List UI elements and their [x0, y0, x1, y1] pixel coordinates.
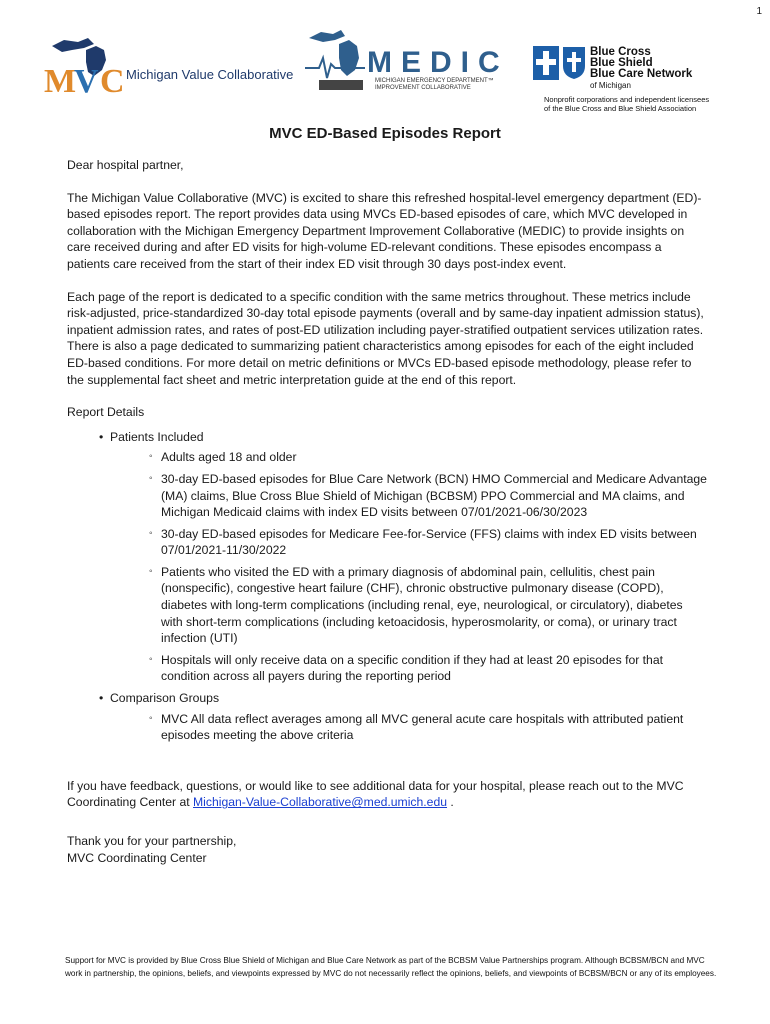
bcbs-name-line-1: Blue Cross	[590, 46, 651, 58]
sub-list-item	[149, 471, 707, 521]
medic-subtitle-line-2: IMPROVEMENT COLLABORATIVE	[375, 85, 471, 91]
circle-bullet-icon: ◦	[149, 712, 153, 724]
bcbs-name	[590, 47, 692, 80]
bcbs-subtitle: of Michigan	[590, 81, 631, 90]
feedback-paragraph	[67, 778, 707, 811]
email-link[interactable]: Michigan-Value-Collaborative@med.umich.edu	[193, 795, 448, 810]
medic-michigan-icon	[305, 28, 375, 96]
bcbs-logo	[533, 44, 743, 120]
sub-list-item-text: 30-day ED-based episodes for Blue Care Network (BCN) HMO Commercial and Medicare Advantage (MA) claims, Blue Cross Blue Shield of Michigan (BCBSM) PPO Commercial and MA claims, and Michigan Medicaid claims with index ED visits between 07/01/2021-06/30/2023	[161, 471, 707, 520]
list-item	[99, 429, 707, 685]
bullet-icon: •	[99, 691, 104, 706]
sub-list-item	[149, 652, 707, 685]
bcbs-note-line-2: of the Blue Cross and Blue Shield Association	[544, 103, 697, 113]
logo-header	[0, 28, 770, 120]
blue-cross-icon	[533, 46, 559, 80]
sub-list-item-text: MVC All data reflect averages among all MVC general acute care hospitals with attributed patient episodes meeting the above criteria	[161, 711, 684, 743]
medic-subtitle-line-1: MICHIGAN EMERGENCY DEPARTMENT™	[375, 78, 494, 84]
circle-bullet-icon: ◦	[149, 451, 153, 463]
closing-signature: MVC Coordinating Center	[67, 850, 207, 865]
michigan-map-icon	[44, 32, 134, 96]
circle-bullet-icon: ◦	[149, 472, 153, 484]
sub-list-item-text: Patients who visited the ED with a primary diagnosis of abdominal pain, cellulitis, chest pain (nonspecific), congestive heart failure (CHF), chronic obstructive pulmonary disease (COPD), diabetes with long-term complications (including renal, eye, neurological, or circulatory), diabetes with short-term complications (including ketoacidosis, hyperosmolarity, or coma), or urinary tract infection (UTI)	[161, 564, 683, 646]
medic-wordmark: MEDIC	[367, 46, 509, 79]
greeting: Dear hospital partner,	[67, 158, 184, 172]
sub-list-item-text: Hospitals will only receive data on a specific condition if they had at least 20 episodes for that condition across all payers during the reporting period	[161, 652, 664, 684]
list-item-label: Patients Included	[110, 429, 204, 444]
bcbs-note	[544, 96, 709, 113]
sub-list-item	[149, 564, 707, 647]
medic-subtitle	[375, 78, 494, 92]
mvc-letters: M	[44, 63, 77, 96]
blue-shield-icon	[562, 46, 586, 80]
sub-list-item	[149, 526, 707, 559]
circle-bullet-icon: ◦	[149, 565, 153, 577]
sub-list	[110, 449, 707, 685]
bcbs-note-line-1: Nonprofit corporations and independent licensees	[544, 95, 710, 104]
sub-list-item	[149, 449, 707, 466]
footer-disclaimer: Support for MVC is provided by Blue Cross Blue Shield of Michigan and Blue Care Network as part of the BCBSM Value Partnerships program. Although BCBSM/BCN and MVC work in partnership, the opinions, beliefs, and viewpoints expressed by MVC do not necessarily reflect the opinions, beliefs, and viewpoints of BCBSM/BCN or any of its employees.	[65, 956, 717, 978]
mvc-name: Michigan Value Collaborative	[126, 67, 294, 82]
sub-list-item-text: Adults aged 18 and older	[161, 450, 297, 465]
sub-list	[110, 711, 707, 744]
bcbs-name-line-3: Blue Care Network	[590, 68, 693, 80]
list-item-label: Comparison Groups	[110, 691, 220, 706]
circle-bullet-icon: ◦	[149, 653, 153, 665]
svg-text:V: V	[74, 63, 99, 96]
list-item	[99, 690, 707, 744]
bullet-icon: •	[99, 429, 104, 444]
sub-list-item-text: 30-day ED-based episodes for Medicare Fee-for-Service (FFS) claims with index ED visits between 07/01/2021-11/30/2022	[161, 526, 697, 558]
page-number: 1	[756, 6, 762, 17]
closing	[67, 833, 707, 866]
medic-logo	[305, 28, 509, 96]
intro-paragraph: The Michigan Value Collaborative (MVC) is excited to share this refreshed hospital-level emergency department (ED)-based episodes report. The report provides data using MVCs ED-based episodes of care, which MVC developed in collaboration with the Michigan Emergency Department Improvement Collaborative (MEDIC) to provide insights on care received during and after ED visits for high-volume ED-relevant conditions. These episodes encompass a patients care received from the start of their index ED visit through 30 days post-index event.	[67, 190, 702, 271]
circle-bullet-icon: ◦	[149, 527, 153, 539]
report-body	[67, 157, 707, 882]
feedback-text: If you have feedback, questions, or would like to see additional data for your hospital, please reach out to the MVC Coordinating Center at	[67, 778, 684, 810]
bcbs-name-line-2: Blue Shield	[590, 57, 653, 69]
mvc-logo	[44, 32, 304, 96]
feedback-end: .	[447, 795, 454, 810]
metrics-paragraph: Each page of the report is dedicated to a specific condition with the same metrics throughout. These metrics include risk-adjusted, price-standardized 30-day total episode payments (overall and by same-day inpatient admission status), inpatient admission rates, and rates of post-ED utilization including payer-stratified outpatient services utilization rates. There is also a page dedicated to summarizing patient characteristics among episodes for each of the eight included ED-based conditions. For more detail on metric definitions or MVCs ED-based episode methodology, please refer to the supplemental fact sheet and metric interpretation guide at the end of this report.	[67, 289, 704, 387]
sub-list-item	[149, 711, 707, 744]
report-details-list	[67, 429, 707, 744]
report-title: MVC ED-Based Episodes Report	[269, 125, 501, 142]
closing-line-1: Thank you for your partnership,	[67, 834, 237, 848]
report-details-heading: Report Details	[67, 405, 145, 420]
svg-text:C: C	[100, 63, 125, 96]
